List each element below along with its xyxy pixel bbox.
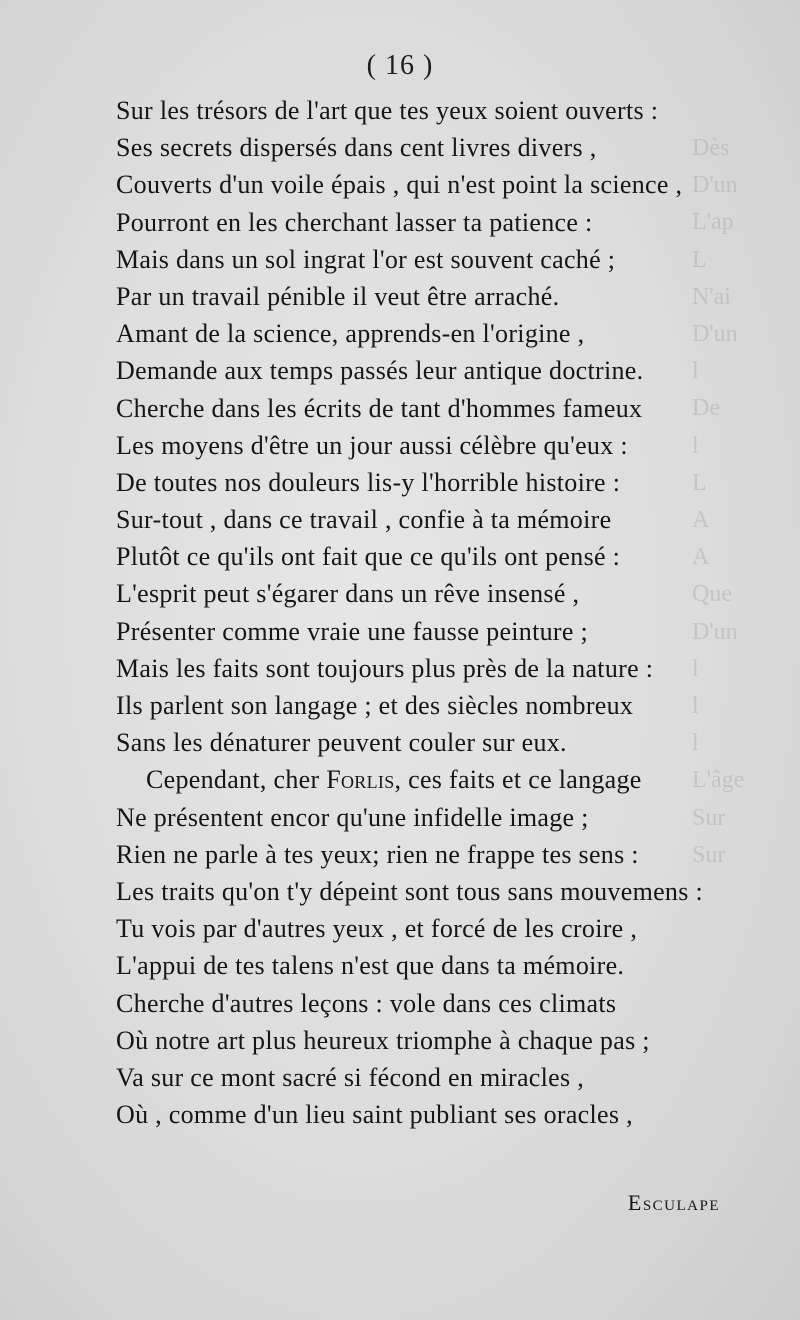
verse-line: Demande aux temps passés leur antique doctrine.	[116, 356, 644, 386]
verse-line: Cherche dans les écrits de tant d'hommes fameux	[116, 393, 643, 423]
verse-line: Sur-tout , dans ce travail , confie à ta mémoire	[116, 505, 612, 535]
addressee-name: Forlis	[326, 765, 395, 795]
verse-line: Rien ne parle à tes yeux; rien ne frappe tes sens :	[116, 839, 639, 869]
verse-text: , ces faits et ce langage	[394, 765, 642, 795]
verse-line: Les moyens d'être un jour aussi célèbre qu'eux :	[116, 430, 628, 460]
stanza-opening-line	[116, 761, 792, 798]
show-through-text: Dès D'un L'ap L N'ai D'un l De l L A A Que D'un l l l L'âge Sur Sur	[692, 135, 745, 868]
verse-line: Les traits qu'on t'y dépeint sont tous sans mouvemens :	[116, 876, 703, 906]
verse-line: Pourront en les cherchant lasser ta patience :	[116, 207, 593, 237]
verse-line: Couverts d'un voile épais , qui n'est point la science ,	[116, 170, 683, 200]
verse-line: Ne présentent encor qu'une infidelle image ;	[116, 802, 589, 832]
verse-line: L'esprit peut s'égarer dans un rêve insensé ,	[116, 579, 580, 609]
verse-line: Va sur ce mont sacré si fécond en miracles ,	[116, 1062, 585, 1092]
verse-line: Mais les faits sont toujours plus près de la nature :	[116, 653, 654, 683]
verse-line: Sans les dénaturer peuvent couler sur eux.	[116, 728, 567, 758]
verse-line: Tu vois par d'autres yeux , et forcé de les croire ,	[116, 914, 638, 944]
catchword: Esculape	[627, 1190, 720, 1215]
verse-line: L'appui de tes talens n'est que dans ta mémoire.	[116, 951, 625, 981]
page-number: ( 16 )	[366, 50, 434, 81]
verse-line: Amant de la science, apprends-en l'origine ,	[116, 319, 585, 349]
poem-text	[116, 92, 792, 1133]
verse-line: Par un travail pénible il veut être arraché.	[116, 281, 560, 311]
verse-line: Mais dans un sol ingrat l'or est souvent caché ;	[116, 244, 616, 274]
verse-line: Sur les trésors de l'art que tes yeux soient ouverts :	[116, 96, 659, 125]
verse-text: Cependant, cher	[146, 765, 327, 795]
verse-line: Ses secrets dispersés dans cent livres divers ,	[116, 133, 597, 163]
verse-line: Où notre art plus heureux triomphe à chaque pas ;	[116, 1025, 650, 1055]
verse-line: Ils parlent son langage ; et des siècles nombreux	[116, 691, 634, 720]
verse-line: Cherche d'autres leçons : vole dans ces climats	[116, 988, 617, 1018]
verse-line: Plutôt ce qu'ils ont fait que ce qu'ils ont pensé :	[116, 542, 621, 572]
verse-line: Présenter comme vraie une fausse peinture ;	[116, 616, 589, 646]
verse-line: De toutes nos douleurs lis-y l'horrible histoire :	[116, 467, 621, 497]
verse-line: Où , comme d'un lieu saint publiant ses oracles ,	[116, 1100, 633, 1130]
